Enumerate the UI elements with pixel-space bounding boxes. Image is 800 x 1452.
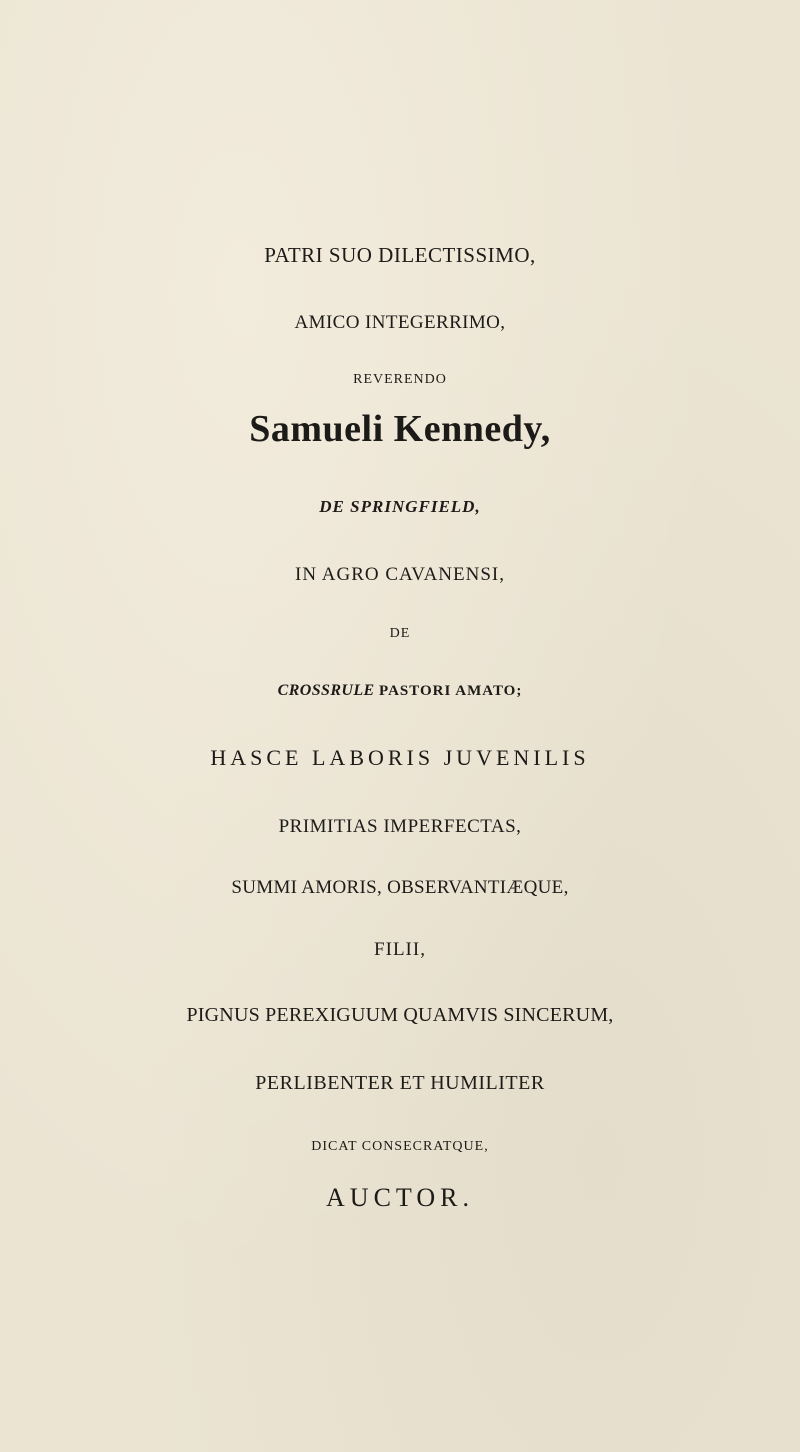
dedication-signature-auctor: AUCTOR. — [326, 1183, 474, 1212]
dedication-line-filii: FILII, — [374, 939, 426, 960]
dedication-line-perlibenter: PERLIBENTER ET HUMILITER — [255, 1072, 545, 1094]
dedication-line-summi: SUMMI AMORIS, OBSERVANTIÆQUE, — [231, 877, 569, 898]
dedication-line-pignus: PIGNUS PEREXIGUUM QUAMVIS SINCERUM, — [186, 1004, 614, 1026]
dedication-line-reverendo: REVERENDO — [353, 372, 447, 387]
dedication-line-springfield: DE SPRINGFIELD, — [319, 497, 481, 516]
dedication-line-hasce: HASCE LABORIS JUVENILIS — [210, 745, 590, 770]
dedication-line-patri: PATRI SUO DILECTISSIMO, — [264, 243, 536, 267]
dedication-line-dicat: DICAT CONSECRATQUE, — [311, 1139, 489, 1154]
dedication-line-de: DE — [389, 626, 411, 641]
pastori-amato-text: PASTORI AMATO; — [379, 683, 523, 699]
dedicatee-name: Samueli Kennedy, — [249, 408, 551, 450]
dedication-line-amico: AMICO INTEGERRIMO, — [294, 312, 506, 333]
dedication-line-primitias: PRIMITIAS IMPERFECTAS, — [278, 816, 522, 837]
dedication-line-agro: IN AGRO CAVANENSI, — [295, 564, 505, 585]
place-name-crossrule: CROSSRULE — [277, 682, 375, 699]
dedication-line-crossrule — [0, 683, 800, 699]
